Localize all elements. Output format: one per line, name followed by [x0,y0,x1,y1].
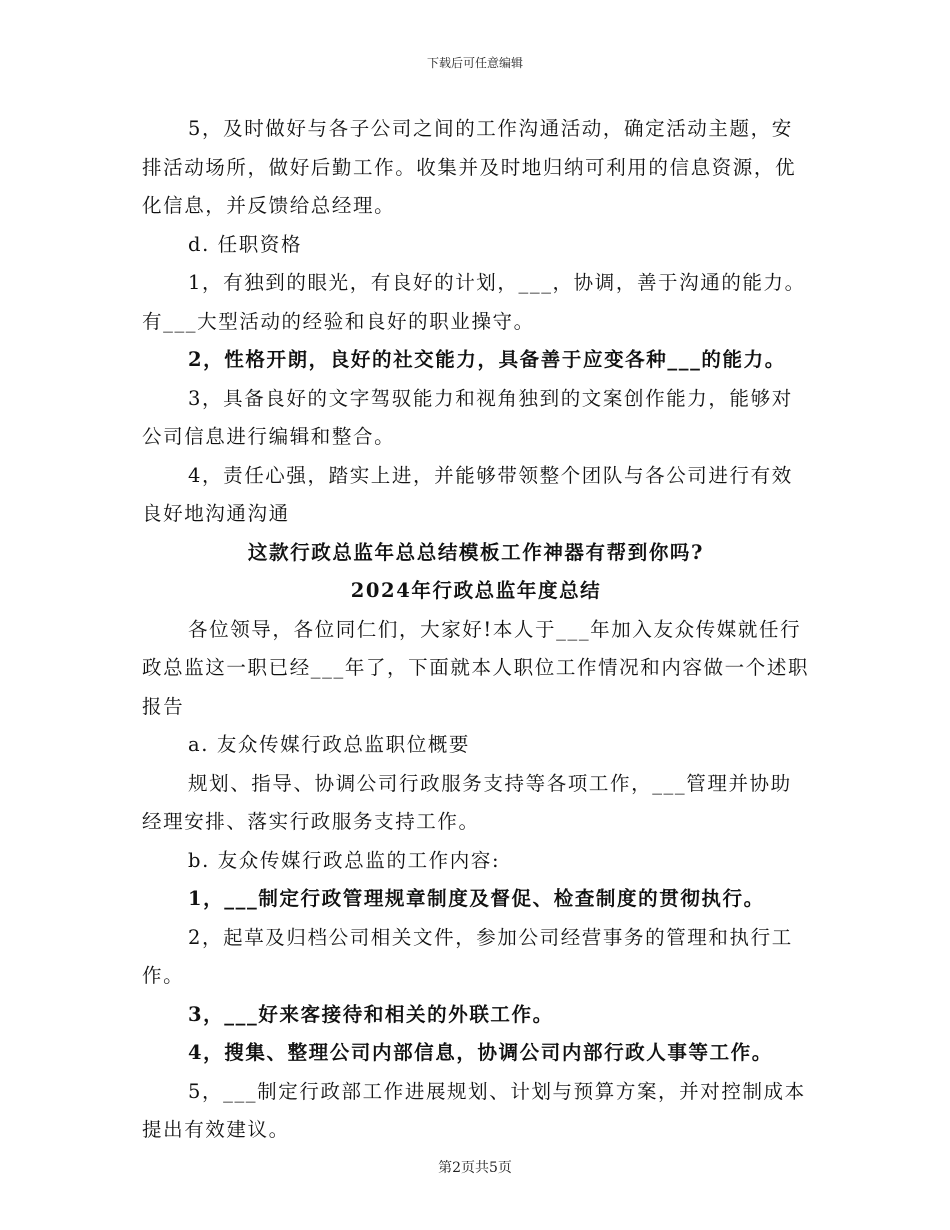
paragraph: 5，及时做好与各子公司之间的工作沟通活动，确定活动主题，安排活动场所，做好后勤工作。收集并及时地归纳可利用的信息资源，优化信息，并反馈给总经理。 [142,117,797,217]
paragraph: a. 友众传媒行政总监职位概要 [188,733,471,756]
paragraph: 各位领导，各位同仁们，大家好!本人于___年加入友众传媒就任行政总监这一职已经___年了，下面就本人职位工作情况和内容做一个述职报告 [142,617,810,718]
document-body [142,110,810,1150]
paragraph: d. 任职资格 [188,232,303,256]
question-heading: 这款行政总监年总总结模板工作神器有帮到你吗? [247,540,705,564]
section-annual-summary [142,611,810,1150]
paragraph: 4，责任心强，踏实上进，并能够带领整个团队与各公司进行有效良好地沟通沟通 [142,463,793,525]
paragraph: 4，搜集、整理公司内部信息，协调公司内部行政人事等工作。 [188,1041,773,1064]
document-title: 2024年行政总监年度总结 [350,579,602,602]
paragraph: 1，有独到的眼光，有良好的计划，___，协调，善于沟通的能力。有___大型活动的经验和良好的职业操守。 [142,271,806,333]
page-footer: 第2页共5页 [438,1160,512,1176]
paragraph: 1，___制定行政管理规章制度及督促、检查制度的贯彻执行。 [188,887,765,910]
paragraph: 3，___好来客接待和相关的外联工作。 [188,1002,554,1026]
paragraph: 规划、指导、协调公司行政服务支持等各项工作，___管理并协助经理安排、落实行政服务支持工作。 [142,771,792,833]
section-job-requirements [142,110,810,534]
paragraph: b. 友众传媒行政总监的工作内容: [188,848,501,872]
paragraph: 5，___制定行政部工作进展规划、计划与预算方案，并对控制成本提出有效建议。 [142,1079,806,1141]
paragraph: 2，起草及归档公司相关文件，参加公司经营事务的管理和执行工作。 [142,925,793,987]
paragraph: 2，性格开朗，良好的社交能力，具备善于应变各种___的能力。 [188,348,786,371]
page-header: 下载后可任意编辑 [426,56,523,70]
paragraph: 3，具备良好的文字驾驭能力和视角独到的文案创作能力，能够对公司信息进行编辑和整合。 [142,386,793,448]
